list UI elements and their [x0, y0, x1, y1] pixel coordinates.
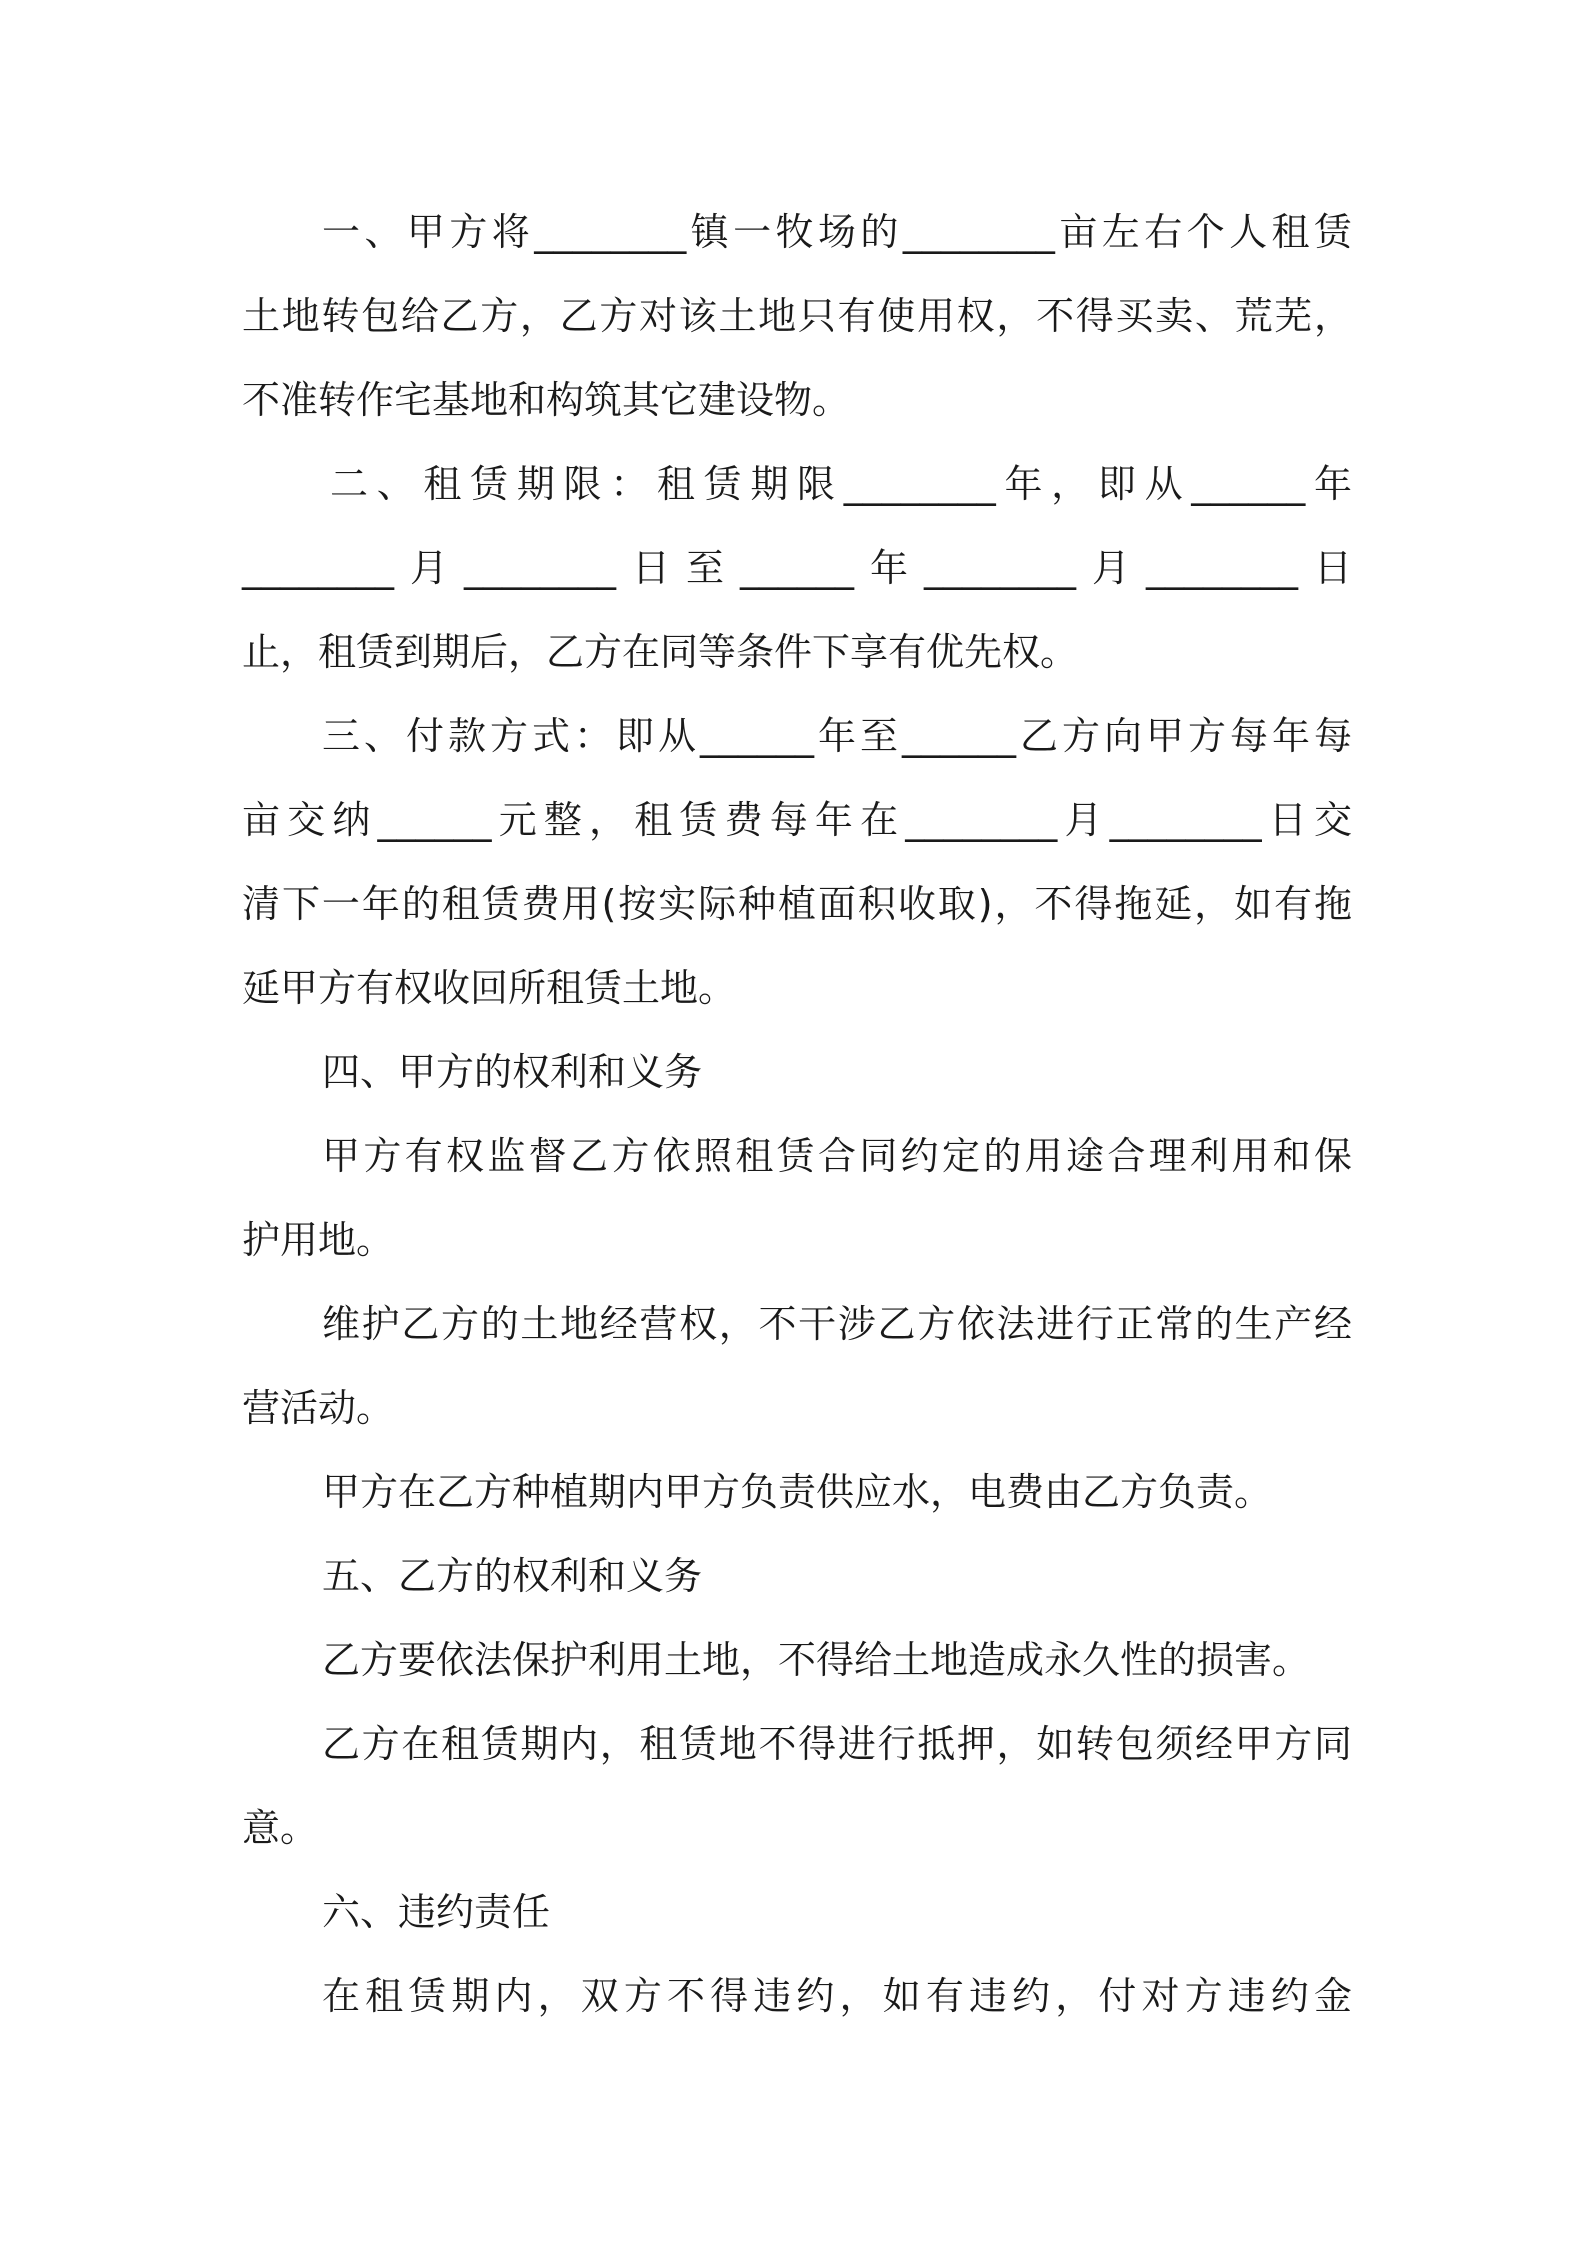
section-4-heading: 四、甲方的权利和义务 [322, 1050, 703, 1094]
section-4-paragraph-1-line-1: 甲方有权监督乙方依照租赁合同约定的用途合理利用和保 [322, 1134, 1352, 1178]
clause-2-line-2: ________月________日至______年________月________日 [242, 546, 1352, 590]
clause-3-line-1: 三、付款方式：即从______年至______乙方向甲方每年每 [322, 714, 1352, 758]
section-5-heading: 五、乙方的权利和义务 [322, 1554, 703, 1598]
clause-1-line-2: 土地转包给乙方，乙方对该土地只有使用权，不得买卖、荒芜， [242, 294, 1352, 338]
clause-2-line-1: 二、租赁期限：租赁期限________年，即从______年 [330, 462, 1352, 506]
section-6-paragraph-1: 在租赁期内，双方不得违约，如有违约，付对方违约金 [322, 1974, 1352, 2018]
section-5-paragraph-2-line-2: 意。 [242, 1806, 319, 1850]
section-4-paragraph-1-line-2: 护用地。 [242, 1218, 395, 1262]
section-4-paragraph-3: 甲方在乙方种植期内甲方负责供应水，电费由乙方负责。 [322, 1470, 1273, 1514]
clause-3-line-4: 延甲方有权收回所租赁土地。 [242, 966, 737, 1010]
contract-body [242, 190, 1352, 2038]
section-5-paragraph-1: 乙方要依法保护利用土地，不得给土地造成永久性的损害。 [322, 1638, 1311, 1682]
clause-3-line-3: 清下一年的租赁费用(按实际种植面积收取)，不得拖延，如有拖 [242, 882, 1352, 926]
clause-3-line-2: 亩交纳______元整，租赁费每年在________月________日交 [242, 798, 1352, 842]
section-5-paragraph-2-line-1: 乙方在租赁期内，租赁地不得进行抵押，如转包须经甲方同 [322, 1722, 1352, 1766]
section-6-heading: 六、违约责任 [322, 1890, 551, 1934]
clause-2-line-3: 止，租赁到期后，乙方在同等条件下享有优先权。 [242, 630, 1079, 674]
section-4-paragraph-2-line-2: 营活动。 [242, 1386, 395, 1430]
clause-1-line-3: 不准转作宅基地和构筑其它建设物。 [242, 378, 851, 422]
section-4-paragraph-2-line-1: 维护乙方的土地经营权，不干涉乙方依法进行正常的生产经 [322, 1302, 1352, 1346]
clause-1-line-1: 一、甲方将________镇一牧场的________亩左右个人租赁 [322, 210, 1352, 254]
